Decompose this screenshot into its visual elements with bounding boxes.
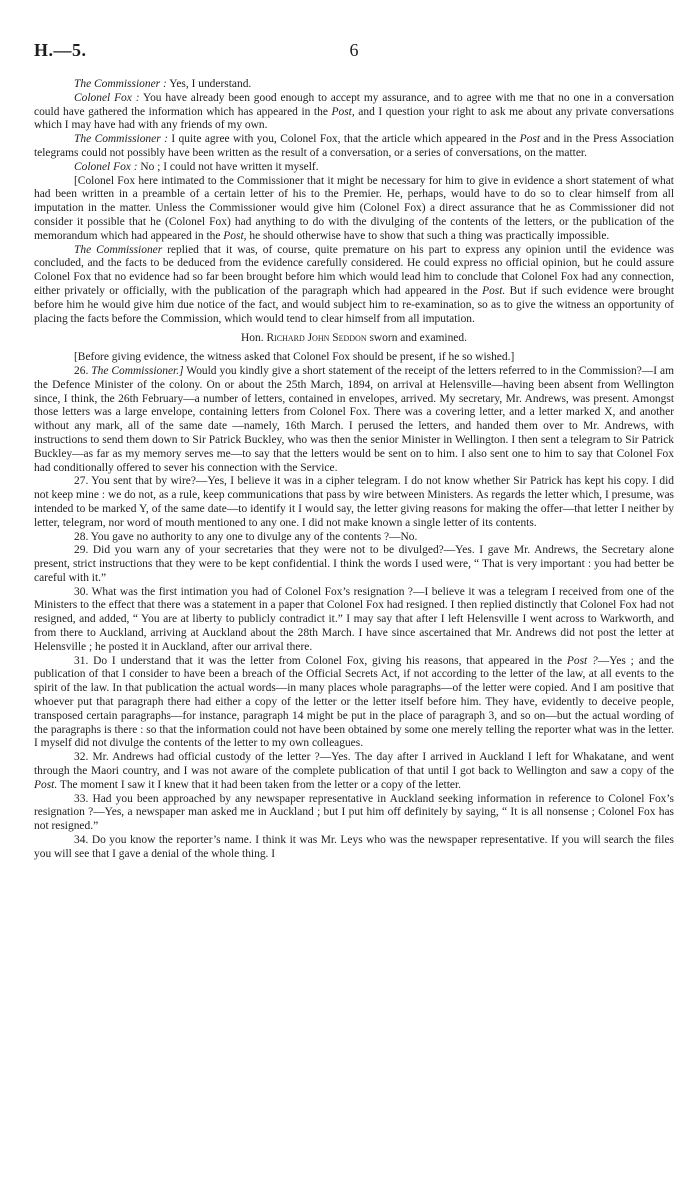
speaker: The Commissioner : <box>74 133 168 146</box>
speaker: The Commissioner : <box>74 78 167 90</box>
evidence-item: 28. You gave no authority to any one to divulge any of the contents ?—No. <box>74 530 418 543</box>
evidence-item: 33. Had you been approached by any newspaper representative in Auckland seeking information in reference to Colonel Fox’s resignation ?—Yes, a newspaper man asked me in Auckland ; but I put him off definitely by saying, “ It is all nonsense ; Colonel Fox has not resigned.” <box>34 792 675 833</box>
speaker: Colonel Fox : <box>74 91 140 104</box>
paragraph: Colonel Fox : No ; I could not have written it myself. <box>74 160 319 173</box>
witness-name: Richard John Seddon <box>266 332 367 345</box>
evidence-item: 29. Did you warn any of your secretaries that they were not to be divulged?—Yes. I gave Mr. Andrews, the Secretary alone present, strict instructions that they were to be kept confidential. I think the words I used were, “ That is very important : you had better be careful with it.” <box>34 544 674 584</box>
evidence-item: 30. What was the first intimation you had of Colonel Fox’s resignation ?—I believe it was a telegram I received from one of the Ministers to the effect that there was a statement in a paper that Colonel Fox had resigned. I then replied distinctly that Colonel Fox had not resigned, and added, “ You are at liberty to publicly contradict it.” I may say that after I left Helensville I went across to Warkworth, and from there to Auckland, arriving at Auckland about the 28th March. I have since ascertained that Mr. Andrews did not post the letter at Helensville ; he posted it in Auckland, after our arrival there. <box>34 585 674 653</box>
paragraph: Colonel Fox : You have already been good enough to accept my assurance, and to agree with me that no one in a conversation could have gathered the information which has appeared in the Post, and I question your right to ask me about any private conversations which I may have had with any friends of my own. <box>34 91 675 132</box>
paragraph: [Colonel Fox here intimated to the Commissioner that it might be necessary for him to give in evidence a short statement of what had been written in a preamble of a certain letter of his to the Premier. He, perhaps, would have to do so to clear himself from all imputation in the matter. Unless the Commissioner would give him (Colonel Fox) a direct assurance that he as Commissioner did not consider it possible that he (Colonel Fox) had anything to do with the divulging of the contents of the letters, or the publication of the memorandum which had appeared in the Post, he should otherwise have to show that such a thing was practically impossible. <box>34 174 674 242</box>
body-text <box>34 78 674 862</box>
document-id: H.—5. <box>34 40 87 60</box>
evidence-item: 32. Mr. Andrews had official custody of the letter ?—Yes. The day after I arrived in Auckland I left for Whakatane, and went through the Maori country, and I was not aware of the complete publication of that until I got back to Wellington and saw a copy of the Post. The moment I saw it I knew that it had been taken from the letter or a copy of the letter. <box>34 751 674 791</box>
paragraph: The Commissioner : I quite agree with you, Colonel Fox, that the article which appeared in the Post and in the Press Association telegrams could not possibly have been written as the result of a conversation, or a series of conversations, on the matter. <box>34 133 675 159</box>
paragraph: The Commissioner replied that it was, of course, quite premature on his part to express any opinion until the evidence was concluded, and the facts to be deduced from the evidence carefully considered. He could express no official opinion, but he could assure Colonel Fox that no evidence had so far been brought before him which would lead him to conclude that Colonel Fox had any connection, either privately or officially, with the publication of the paragraph which had appeared in the Post. But if such evidence were brought before him he would give him due notice of the fact, and would subject him to re-examination, so as to give the witness an opportunity of placing the facts before the Commission, which would tend to clear himself from all imputation. <box>34 243 674 325</box>
page-header <box>34 40 674 66</box>
paragraph: The Commissioner : Yes, I understand. <box>74 78 252 90</box>
speaker: The Commissioner <box>74 243 163 256</box>
evidence-item: 31. Do I understand that it was the letter from Colonel Fox, giving his reasons, that appeared in the Post ?—Yes ; and the publication of that I consider to have been a breach of the Official Secrets Act, if not according to the letter of the law, at all events to the spirit of the law. In that publication the actual words—in many places whole paragraphs—of the letter were copied. And I am positive that whoever put that paragraph there had either a copy of the letter or the letter itself before him. They have, evidently to deceive people, transposed certain paragraphs—for instance, paragraph 14 might be put in the place of paragraph 3, and so on—but the actual wording of the paragraphs is there : so that the information could not have been obtained by some one merely telling the reporter what was in the letter. I myself did not divulge the contents of the letter to my own colleagues. <box>34 654 675 750</box>
witness-heading: Hon. Richard John Seddon sworn and examined. <box>241 332 467 345</box>
evidence-item: 34. Do you know the reporter’s name. I think it was Mr. Leys who was the newspaper representative. If you will search the files you will see that I gave a denial of the whole thing. I <box>34 834 675 860</box>
evidence-note: [Before giving evidence, the witness asked that Colonel Fox should be present, if he so wished.] <box>74 351 515 364</box>
evidence-item: 26. The Commissioner.] Would you kindly give a short statement of the receipt of the letters referred to in the Commission?—I am the Defence Minister of the colony. On or about the 25th March, 1894, on arrival at Helensville—having been absent from Wellington since, I think, the 26th February—a number of letters, contained in envelopes, arrived. My secretary, Mr. Andrews, was present. Amongst those letters was a large envelope, containing letters from Colonel Fox. There was a covering letter, and a letter marked X, and another without any mark, all of the same date —namely, 16th March. I perused the letters, and handed them over to Mr. Andrews, with instructions to send them down to Sir Patrick Buckley, who was then the senior Minister in Wellington. I then sent a telegram to Sir Patrick Buckley—as far as my memory serves me—to say that the letters would be sent on to him. I also sent one to him to say that Colonel Fox had conditionally offered to sever his connection with the Service. <box>34 364 674 474</box>
speaker: The Commissioner.] <box>91 364 184 377</box>
evidence-item: 27. You sent that by wire?—Yes, I believe it was in a cipher telegram. I do not know whether Sir Patrick has kept his copy. I did not keep mine : we do not, as a rule, keep communications that pass by wire between Ministers. As regards the letter which, I presume, was intended to be marked Y, of the same date—to identify it I would say, the letter giving reasons for making the offer—that letter I neither by letter, telegram, nor word of mouth mentioned to any one. I did not make known a single letter of its contents. <box>34 475 674 529</box>
page-number: 6 <box>349 40 359 60</box>
speaker: Colonel Fox : <box>74 160 138 173</box>
